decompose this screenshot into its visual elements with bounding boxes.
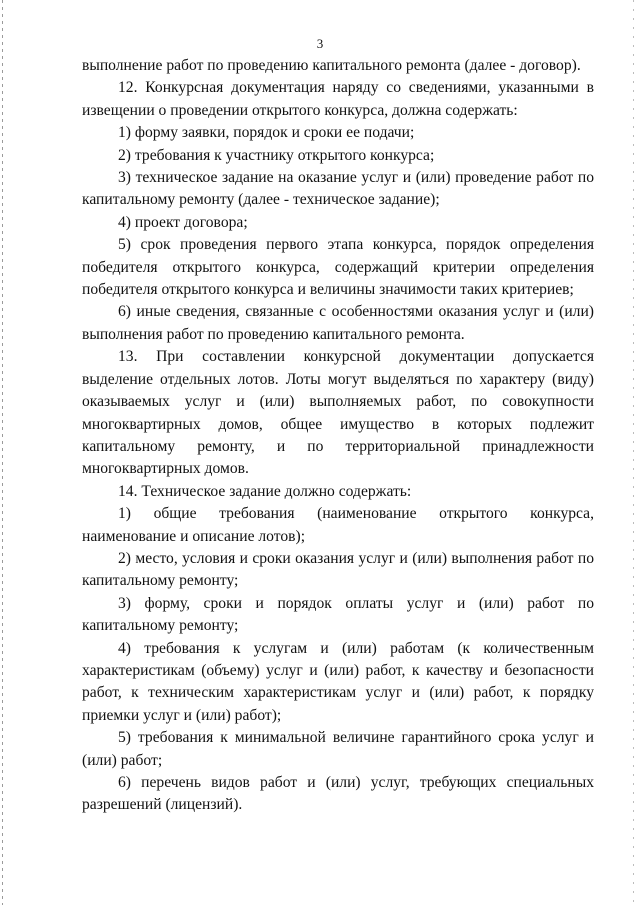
paragraph: 13. При составлении конкурсной документации допускается выделение отдельных лотов. Лоты могут выделяться по характеру (виду) оказываемых услуг и (или) выполняемых работ, по совокупности многоквартирных домов, общее имущество в которых подлежит капитальному ремонту, и по территориальной принадлежности многоквартирных домов. <box>82 348 594 478</box>
list-item: 5) срок проведения первого этапа конкурса, порядок определения победителя открытого конкурса, содержащий критерии определения победителя открытого конкурса и величины значимости таких критериев; <box>82 236 594 299</box>
paragraph: выполнение работ по проведению капитального ремонта (далее - договор). <box>82 57 581 74</box>
scan-edge-left <box>2 0 3 905</box>
document-body <box>82 55 594 817</box>
list-item: 1) общие требования (наименование открытого конкурса, наименование и описание лотов); <box>82 505 594 545</box>
paragraph: 14. Техническое задание должно содержать: <box>118 482 412 500</box>
list-item: 6) иные сведения, связанные с особенностями оказания услуг и (или) выполнения работ по проведению капитального ремонта. <box>82 303 594 343</box>
list-item: 3) техническое задание на оказание услуг и (или) проведение работ по капитальному ремонту (далее - техническое задание); <box>82 169 594 209</box>
list-item: 6) перечень видов работ и (или) услуг, требующих специальных разрешений (лицензий). <box>82 774 594 814</box>
list-item: 4) проект договора; <box>118 213 248 231</box>
list-item: 2) место, условия и сроки оказания услуг и (или) выполнения работ по капитальному ремонту; <box>82 549 594 590</box>
list-item: 2) требования к участнику открытого конкурса; <box>118 146 435 164</box>
paragraph: 12. Конкурсная документация наряду со сведениями, указанными в извещении о проведении открытого конкурса, должна содержать: <box>82 79 594 119</box>
list-item: 5) требования к минимальной величине гарантийного срока услуг и (или) работ; <box>82 729 594 769</box>
page-number: 3 <box>316 36 324 51</box>
list-item: 4) требования к услугам и (или) работам (к количественным характеристикам (объему) услуг и (или) работ, к качеству и безопасности работ, к техническим характеристикам услуг и (или) работ, к порядку приемки услуг и (или) работ); <box>82 639 594 724</box>
list-item: 1) форму заявки, порядок и сроки ее подачи; <box>118 124 415 142</box>
scan-edge-right <box>633 0 634 905</box>
list-item: 3) форму, сроки и порядок оплаты услуг и (или) работ по капитальному ремонту; <box>82 594 594 635</box>
